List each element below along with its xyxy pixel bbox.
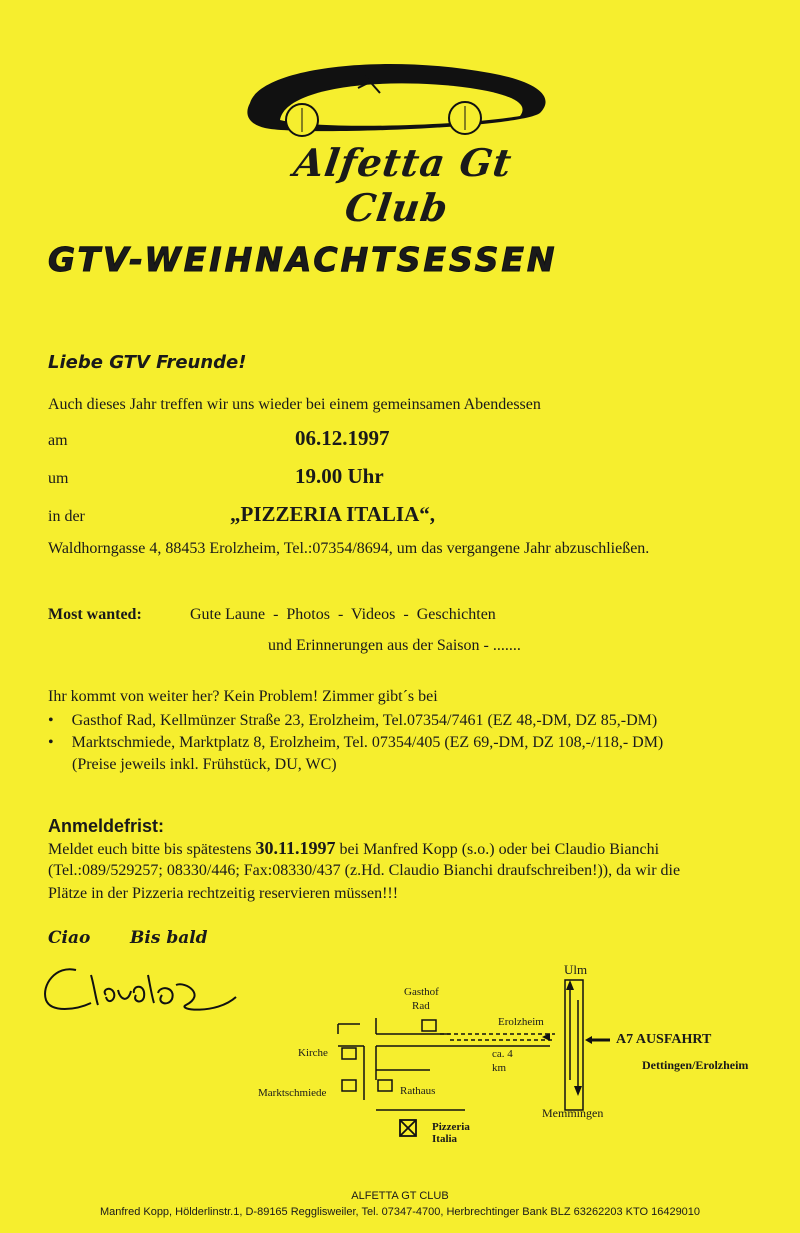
map-marktschmiede-label: Marktschmiede [258, 1087, 327, 1099]
date-label: am [48, 432, 68, 449]
greeting: Liebe GTV Freunde! [48, 352, 247, 373]
room-marktschmiede: Marktschmiede, Marktplatz 8, Erolzheim, Tel. 07354/405 (EZ 69,-DM, DZ 108,-/118,- DM) [71, 734, 664, 751]
map-memmingen-label: Memmingen [542, 1106, 604, 1120]
list-item [48, 712, 657, 730]
signature [36, 955, 246, 1025]
map-erolzheim-label: Erolzheim [498, 1016, 544, 1028]
event-time: 19.00 Uhr [295, 464, 384, 488]
venue-label: in der [48, 508, 85, 525]
bullet-icon: • [48, 734, 54, 751]
deadline-line1 [48, 838, 659, 859]
address-line: Waldhorngasse 4, 88453 Erolzheim, Tel.:07354/8694, um das vergangene Jahr abzuschließen. [48, 540, 650, 557]
bullet-icon: • [48, 712, 54, 729]
list-item [48, 734, 663, 752]
map-rathaus-label: Rathaus [400, 1085, 436, 1097]
deadline-heading: Anmeldefrist: [48, 816, 165, 836]
page-title: GTV-WEIHNACHTSESSEN [48, 240, 558, 279]
footer-address: Manfred Kopp, Hölderlinstr.1, D-89165 Regglisweiler, Tel. 07347-4700, Herbrechtinger Bank BLZ 63262203 KTO 16429010 [99, 1206, 701, 1218]
most-wanted-line2: und Erinnerungen aus der Saison - ....... [268, 637, 521, 654]
deadline-post: bei Manfred Kopp (s.o.) oder bei Claudio Bianchi [339, 841, 660, 858]
ciao-text: Ciao [48, 928, 91, 948]
directions-map [280, 960, 790, 1150]
map-distance-unit: km [492, 1062, 507, 1074]
footer-club: ALFETTA GT CLUB [351, 1190, 449, 1202]
map-rad-label: Rad [412, 1000, 430, 1012]
event-date: 06.12.1997 [295, 426, 390, 450]
map-pizzeria-label: Pizzeria [432, 1121, 470, 1133]
intro-text: Auch dieses Jahr treffen wir uns wieder bei einem gemeinsamen Abendessen [48, 396, 541, 413]
most-wanted-items: Gute Laune - Photos - Videos - Geschichten [190, 606, 496, 623]
map-distance-label: ca. 4 [492, 1048, 513, 1060]
club-name: Alfetta Gt Club [291, 140, 516, 230]
most-wanted-label: Most wanted: [48, 606, 142, 623]
event-venue: „PIZZERIA ITALIA“, [230, 502, 435, 526]
map-gasthof-label: Gasthof [404, 986, 439, 998]
bis-bald-text: Bis bald [130, 928, 208, 948]
rooms-intro: Ihr kommt von weiter her? Kein Problem! Zimmer gibt´s bei [48, 688, 438, 705]
rooms-note: (Preise jeweils inkl. Frühstück, DU, WC) [72, 756, 337, 773]
map-ulm-label: Ulm [564, 962, 588, 977]
map-kirche-label: Kirche [298, 1047, 328, 1059]
deadline-line2: (Tel.:089/529257; 08330/446; Fax:08330/437 (z.Hd. Claudio Bianchi draufschreiben!)), da wir die [48, 862, 681, 879]
map-exit-label: A7 AUSFAHRT [616, 1032, 712, 1047]
map-exit-sub-label: Dettingen/Erolzheim [642, 1058, 749, 1072]
deadline-pre: Meldet euch bitte bis spätestens [48, 841, 252, 858]
deadline-line3: Plätze in der Pizzeria rechtzeitig reservieren müssen!!! [48, 885, 399, 902]
room-gasthof: Gasthof Rad, Kellmünzer Straße 23, Erolzheim, Tel.07354/7461 (EZ 48,-DM, DZ 85,-DM) [71, 712, 658, 729]
map-italia-label: Italia [432, 1133, 458, 1145]
time-label: um [48, 470, 69, 487]
deadline-date: 30.11.1997 [255, 838, 336, 858]
car-logo-icon [240, 48, 560, 148]
